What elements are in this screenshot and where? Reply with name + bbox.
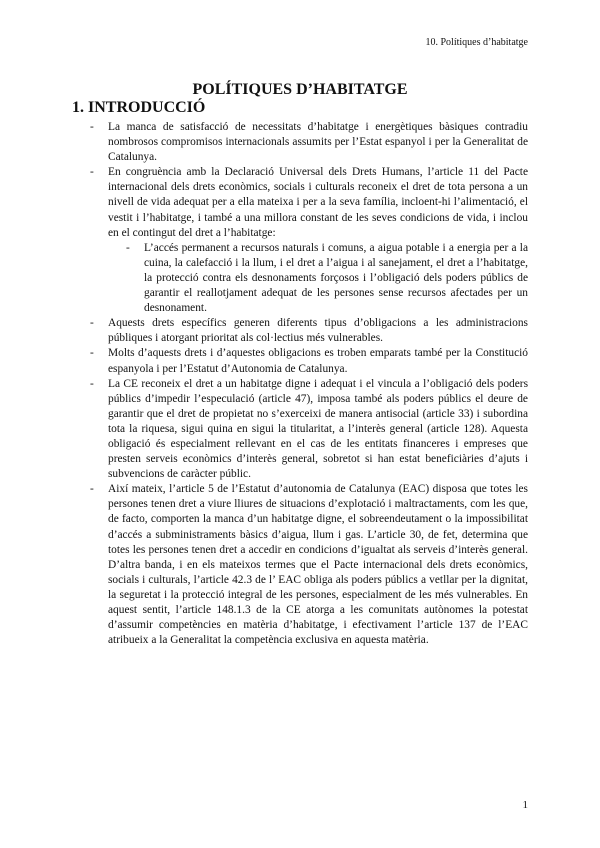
nested-bullet-list <box>108 241 528 316</box>
document-title: POLÍTIQUES D’HABITATGE <box>192 81 408 98</box>
list-item: - Aquests drets específics generen diferents tipus d’obligacions a les administracions públiques i atorgant prioritat als col·lectius més vulnerables. <box>72 316 528 346</box>
section-body <box>72 120 528 648</box>
list-item: - Molts d’aquests drets i d’aquestes obligacions es troben emparats també per la Constitució espanyola i per l’Estatut d’Autonomia de Catalunya. <box>72 346 528 376</box>
list-item: - Així mateix, l’article 5 de l’Estatut d’autonomia de Catalunya (EAC) disposa que totes les persones tenen dret a viure lliures de situacions d’explotació i maltractaments, com les que, de facto, comporten la manca d’un habitatge digne, el sobreendeutament o la impossibilitat d’accés a subministraments bàsics d’aigua, llum i gas. L’article 30, de fet, determina que totes les persones tenen dret a accedir en condicions d’igualtat als serveis d’interès general. D’altra banda, i en els mateixos termes que el Pacte internacional dels drets econòmics, socials i culturals, l’article 42.3 de l’ EAC obliga als poders públics a vetllar per la dignitat, la seguretat i la protecció integral de les persones, especialment de les més vulnerables. En aquest sentit, l’article 148.1.3 de la CE atorga a les comunitats autònomes la potestat d’assumir competències en matèria d’habitatge, i efectivament l’article 137 de l’EAC atribueix a la Generalitat la competència exclusiva en aquesta matèria. <box>72 482 528 648</box>
page-number: 1 <box>522 799 528 811</box>
section-heading-introduccio: 1. INTRODUCCIÓ <box>72 99 206 116</box>
running-header: 10. Polítiques d’habitatge <box>425 37 528 48</box>
list-item: - La manca de satisfacció de necessitats d’habitatge i energètiques bàsiques contradiu nombrosos compromisos internacionals assumits per l’Estat espanyol i per la Generalitat de Catalunya. <box>72 120 528 165</box>
nested-list-item: - L’accés permanent a recursos naturals i comuns, a aigua potable i a energia per a la cuina, la calefacció i la llum, i el dret a l’aigua i al sanejament, el dret a l’habitatge, la protecció contra els desnonaments forçosos i l’obligació dels poders públics de garantir el reallotjament adequat de les persones sense recursos afectades per un desnonament. <box>108 241 528 316</box>
list-item <box>72 165 528 316</box>
list-item-text: En congruència amb la Declaració Universal dels Drets Humans, l’article 11 del Pacte internacional dels drets econòmics, socials i culturals reconeix el dret de tota persona a un nivell de vida adequat per a ella mateixa i per a la seva família, incloent-hi l’alimentació, el vestit i l’habitatge, i també a una millora constant de les seves condicions de vida, i inclou en el contingut del dret a l’habitatge: <box>108 166 528 239</box>
list-item: - La CE reconeix el dret a un habitatge digne i adequat i el vincula a l’obligació dels poders públics d’impedir l’especulació (article 47), imposa també als poders públics el deure de garantir que el dret de propietat no s’exerceixi de manera antisocial (article 33) i subordina tota la riquesa, sigui quina en sigui la titularitat, a l’interès general (article 128). Aquesta obligació és especialment rellevant en el cas de les entitats financeres i empreses que presten serveis econòmics d’interès general, sobretot si han estat beneficiàries d’ajuts i subvencions de caràcter públic. <box>72 377 528 483</box>
bullet-list <box>72 120 528 648</box>
